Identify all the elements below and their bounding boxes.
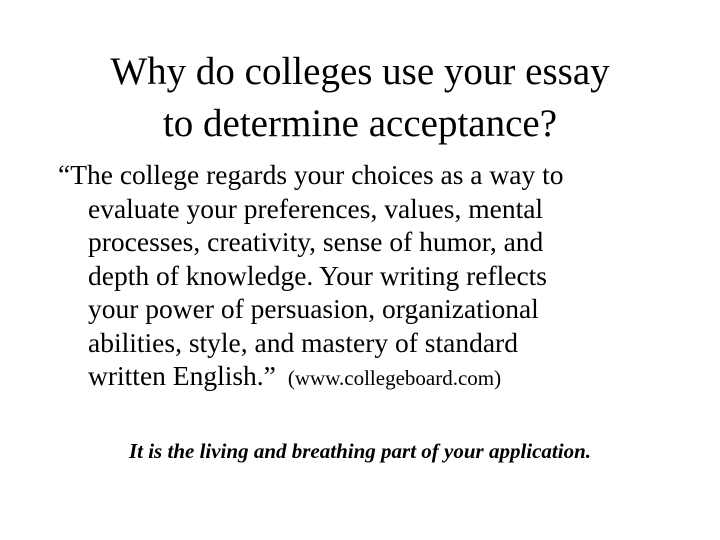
quote-line-2: evaluate your preferences, values, mental bbox=[88, 192, 544, 224]
quote-line-6: abilities, style, and mastery of standard bbox=[88, 326, 518, 358]
quote-source: (www.collegeboard.com) bbox=[287, 366, 502, 390]
quote-line-7-text: written English.” bbox=[88, 360, 276, 391]
title-line-2: to determine acceptance? bbox=[162, 102, 558, 145]
quote-block bbox=[58, 158, 698, 396]
quote-line-5: your power of persuasion, organizational bbox=[88, 293, 539, 324]
tagline: It is the living and breathing part of your application. bbox=[128, 439, 592, 463]
quote-line-7 bbox=[58, 359, 698, 396]
slide-title bbox=[0, 46, 720, 150]
quote-line-1: “The college regards your choices as a way to bbox=[58, 159, 564, 190]
quote-line-4: depth of knowledge. Your writing reflects bbox=[88, 259, 548, 291]
title-line-1: Why do colleges use your essay bbox=[110, 50, 610, 93]
quote-line-3: processes, creativity, sense of humor, and bbox=[88, 226, 544, 257]
